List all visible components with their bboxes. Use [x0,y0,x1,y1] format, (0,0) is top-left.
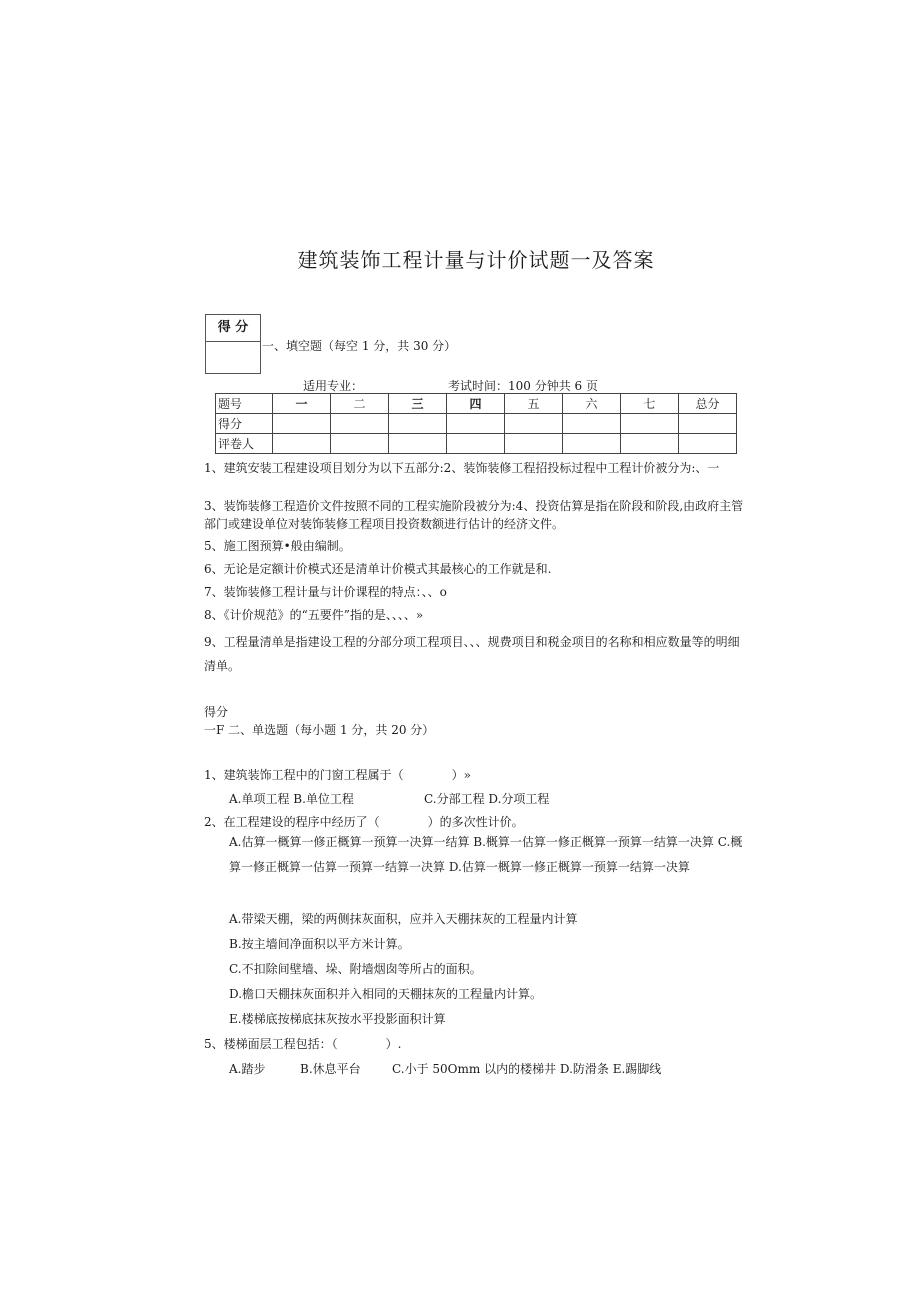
question-item: 9、工程量清单是指建设工程的分部分项工程项目、、、规费项目和税金项目的名称和相应数量等的明细清单。 [204,635,740,673]
option-line [229,1060,661,1078]
score-cell[interactable] [389,414,447,434]
grader-cell[interactable] [679,434,737,454]
table-row-label: 得分 [216,414,273,434]
option-a: A.踏步 [229,1062,266,1076]
table-row-label: 评卷人 [216,434,273,454]
table-header-cell: 二 [331,394,389,414]
score-cell[interactable] [679,414,737,434]
option-cde: C.小于 50Omm 以内的楼梯井 D.防滑条 E.踢脚线 [392,1062,662,1076]
question-item: 8、《计价规范》的“五要件”指的是、、、、» [204,608,424,622]
table-header-cell: 四 [447,394,505,414]
statement-item: A.带梁天棚，梁的两侧抹灰面积，应并入天棚抹灰的工程量内计算 [229,912,578,926]
score-cell[interactable] [273,414,331,434]
option-cd: C.分部工程 D.分项工程 [424,792,550,806]
exam-info: 考试时间：100 分钟共 6 页 [448,379,598,393]
statement-item: E.楼梯底按梯底抹灰按水平投影面积计算 [229,1012,446,1026]
table-row [216,434,737,454]
grader-cell[interactable] [389,434,447,454]
page-title: 建筑装饰工程计量与计价试题一及答案 [297,248,655,272]
section2-heading: 一F 二、单选题（每小题 1 分，共 20 分） [204,723,435,737]
section2-score-label: 得分 [204,705,229,719]
statement-item: D.檐口天棚抹灰面积并入相同的天棚抹灰的工程量内计算。 [229,987,543,1001]
table-header-cell: 五 [505,394,563,414]
grader-cell[interactable] [621,434,679,454]
table-header-cell: 三 [389,394,447,414]
major-label: 适用专业： [303,379,364,393]
question-item: 5、楼梯面层工程包括：（ ）. [204,1037,402,1051]
option-ab: A.单项工程 B.单位工程 [229,792,354,806]
table-header-cell: 七 [621,394,679,414]
score-cell[interactable] [563,414,621,434]
score-cell[interactable] [331,414,389,434]
table-header-cell: 一 [273,394,331,414]
question-item: 2、在工程建设的程序中经历了（ ）的多次性计价。 [204,815,524,829]
grader-cell[interactable] [505,434,563,454]
option-line [229,790,549,808]
table-header-cell: 六 [563,394,621,414]
grade-table [215,393,737,454]
grader-cell[interactable] [563,434,621,454]
score-cell[interactable] [621,414,679,434]
table-header-cell: 题号 [216,394,273,414]
option-b: B.休息平台 [300,1062,361,1076]
question-item: 5、施工图预算•般由编制。 [204,539,351,553]
question-item: 3、装饰装修工程造价文件按照不同的工程实施阶段被分为:4、投资估算是指在阶段和阶段,由政府主管部门或建设单位对装饰装修工程项目投资数额进行估计的经济文件。 [204,499,744,531]
question-item: 1、建筑安装工程建设项目划分为以下五部分:2、装饰装修工程招投标过程中工程计价被分为:、一 [204,461,720,475]
grader-cell[interactable] [447,434,505,454]
question-item: 6、无论是定额计价模式还是清单计价模式其最核心的工作就是和. [204,562,552,576]
grader-cell[interactable] [331,434,389,454]
grader-cell[interactable] [273,434,331,454]
table-header-cell: 总分 [679,394,737,414]
question-item: 7、装饰装修工程计量与计价课程的特点：、、o [204,585,447,599]
score-box-label: 得 分 [206,315,260,342]
score-cell[interactable] [505,414,563,434]
statement-item: B.按主墙间净面积以平方米计算。 [229,937,410,951]
section1-heading: 一、填空题（每空 1 分，共 30 分） [262,339,457,353]
score-box [205,314,261,374]
table-row [216,394,737,414]
question-item: 1、建筑装饰工程中的门窗工程属于（ ）» [204,768,471,782]
score-cell[interactable] [447,414,505,434]
option-block: A.估算一概算一修正概算一预算一决算一结算 B.概算一估算一修正概算一预算一结算一决算 C.概算一修正概算一估算一预算一结算一决算 D.估算一概算一修正概算一预算一结算一决算 [229,835,743,874]
statement-item: C.不扣除间壁墙、垛、附墙烟囱等所占的面积。 [229,962,482,976]
table-row [216,414,737,434]
